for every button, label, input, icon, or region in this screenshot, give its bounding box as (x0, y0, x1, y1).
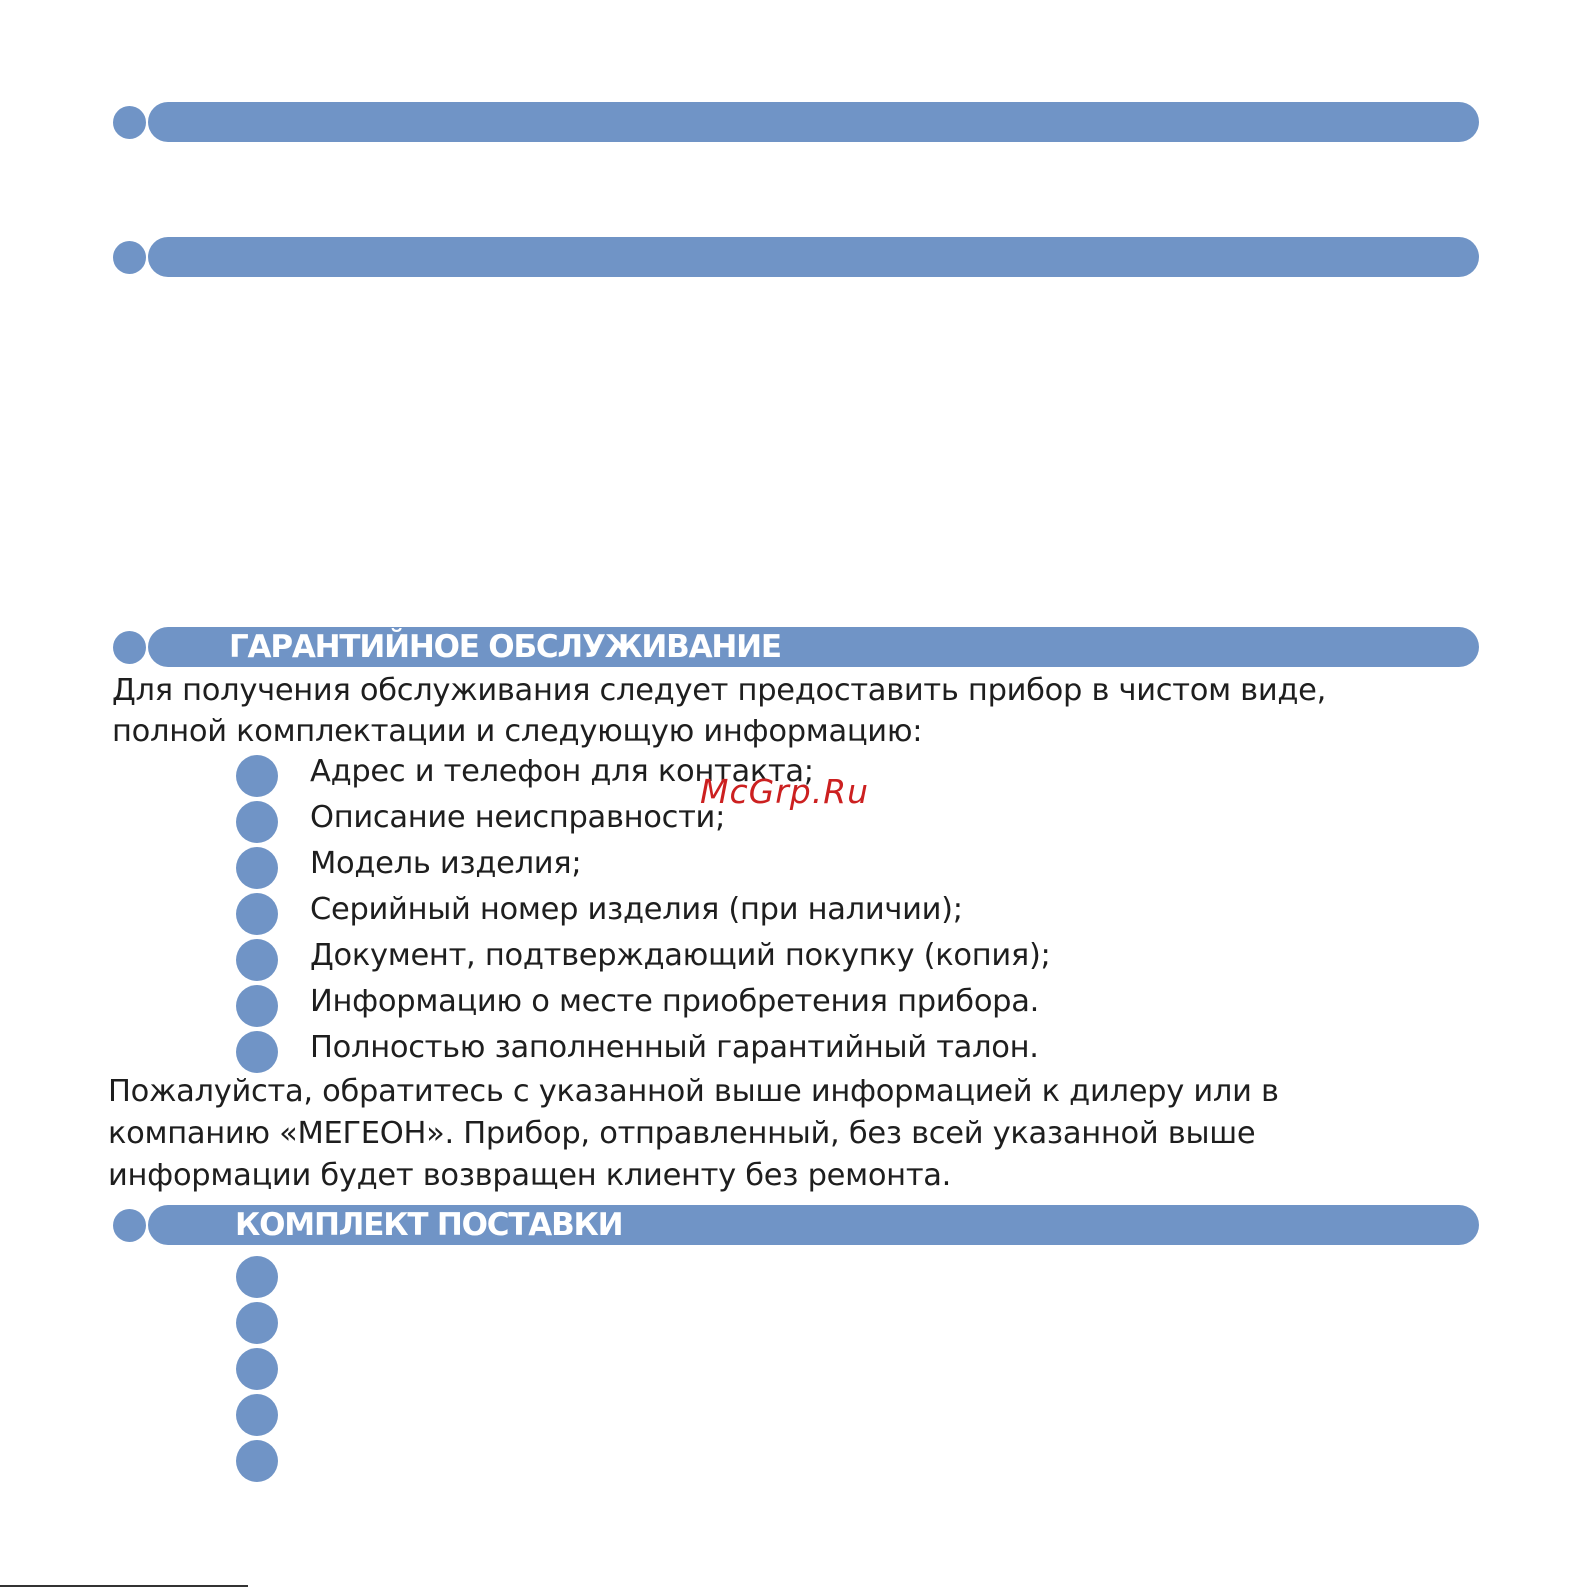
list-item-text: Серийный номер изделия (при наличии); (310, 892, 963, 927)
bullet-icon (236, 985, 278, 1027)
section-bar-dot (113, 631, 146, 664)
list-item-text: Описание неисправности; (310, 800, 726, 835)
bullet-icon (236, 1031, 278, 1073)
bullet-icon (236, 1440, 278, 1482)
bullet-icon (236, 1302, 278, 1344)
list-item-text: Документ, подтверждающий покупку (копия); (310, 938, 1051, 973)
bullet-icon (236, 1348, 278, 1390)
bullet-icon (236, 801, 278, 843)
list-item-text: Модель изделия; (310, 846, 582, 881)
bullet-icon (236, 1394, 278, 1436)
warranty-intro-line-2: полной комплектации и следующую информацию: (112, 714, 923, 749)
section-bar-dot (113, 1209, 146, 1242)
list-item-text: Полностью заполненный гарантийный талон. (310, 1030, 1039, 1065)
bullet-icon (236, 1256, 278, 1298)
delivery-title: КОМПЛЕКТ ПОСТАВКИ (235, 1207, 623, 1243)
warranty-title: ГАРАНТИЙНОЕ ОБСЛУЖИВАНИЕ (229, 629, 781, 665)
section-bar-empty-1 (148, 102, 1479, 142)
bullet-icon (236, 755, 278, 797)
warranty-intro-line-1: Для получения обслуживания следует предоставить прибор в чистом виде, (112, 673, 1327, 708)
warranty-outro-line-1: Пожалуйста, обратитесь с указанной выше информацией к дилеру или в (108, 1074, 1279, 1109)
list-item-text: Адрес и телефон для контакта; (310, 754, 814, 789)
warranty-outro-line-3: информации будет возвращен клиенту без ремонта. (108, 1158, 952, 1193)
watermark: McGrp.Ru (700, 772, 870, 811)
section-bar-empty-2 (148, 237, 1479, 277)
bullet-icon (236, 847, 278, 889)
section-bar-dot (113, 106, 146, 139)
bullet-icon (236, 893, 278, 935)
footer-rule (0, 1585, 248, 1587)
list-item-text: Информацию о месте приобретения прибора. (310, 984, 1040, 1019)
warranty-outro-line-2: компанию «МЕГЕОН». Прибор, отправленный, без всей указанной выше (108, 1116, 1256, 1151)
section-bar-dot (113, 241, 146, 274)
bullet-icon (236, 939, 278, 981)
